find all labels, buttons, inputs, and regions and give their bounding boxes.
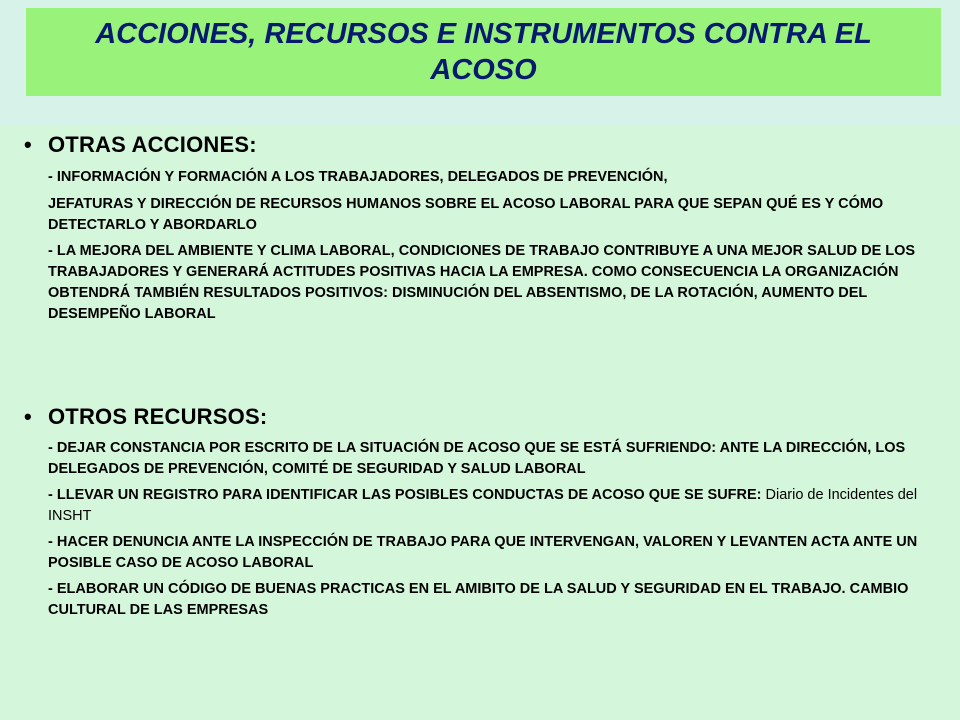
list-item	[48, 485, 924, 527]
list-item-continuation: JEFATURAS Y DIRECCIÓN DE RECURSOS HUMANOS SOBRE EL ACOSO LABORAL PARA QUE SEPAN QUÉ ES Y CÓMO DETECTARLO Y ABORDARLO	[48, 196, 884, 233]
section-heading-line	[24, 132, 924, 158]
section-heading-line	[24, 404, 924, 430]
section-heading: OTROS RECURSOS:	[48, 404, 268, 429]
list-item	[48, 160, 924, 236]
slide-title: ACCIONES, RECURSOS E INSTRUMENTOS CONTRA EL ACOSO	[95, 18, 872, 86]
section-heading: OTRAS ACCIONES:	[48, 132, 257, 157]
section-otros-recursos	[24, 404, 924, 621]
bullet-icon: •	[24, 132, 32, 157]
list-item: - LA MEJORA DEL AMBIENTE Y CLIMA LABORAL, CONDICIONES DE TRABAJO CONTRIBUYE A UNA MEJOR SALUD DE LOS TRABAJADORES Y GENERARÁ ACTITUDES POSITIVAS HACIA LA EMPRESA. COMO CONSECUENCIA LA ORGANIZACIÓN OBTENDRÁ TAMBIÉN RESULTADOS POSITIVOS: DISMINUCIÓN DEL ABSENTISMO, DE LA ROTACIÓN, AUMENTO DEL DESEMPEÑO LABORAL	[48, 243, 916, 322]
list-item-reference: Diario de Incidentes del INSHT	[48, 487, 918, 524]
list-item-text: - LLEVAR UN REGISTRO PARA IDENTIFICAR LAS POSIBLES CONDUCTAS DE ACOSO QUE SE SUFRE:	[48, 487, 766, 503]
list-item: - ELABORAR UN CÓDIGO DE BUENAS PRACTICAS EN EL AMIBITO DE LA SALUD Y SEGURIDAD EN EL TRABAJO. CAMBIO CULTURAL DE LAS EMPRESAS	[48, 581, 909, 618]
list-item: - HACER DENUNCIA ANTE LA INSPECCIÓN DE TRABAJO PARA QUE INTERVENGAN, VALOREN Y LEVANTEN ACTA ANTE UN POSIBLE CASO DE ACOSO LABORAL	[48, 534, 918, 571]
list-item: - DEJAR CONSTANCIA POR ESCRITO DE LA SITUACIÓN DE ACOSO QUE SE ESTÁ SUFRIENDO: ANTE LA DIRECCIÓN, LOS DELEGADOS DE PREVENCIÓN, COMITÉ DE SEGURIDAD Y SALUD LABORAL	[48, 440, 906, 477]
section-otras-acciones	[24, 132, 924, 325]
list-item-lead: - INFORMACIÓN Y FORMACIÓN A LOS TRABAJADORES, DELEGADOS DE PREVENCIÓN,	[48, 169, 668, 185]
title-box	[26, 8, 941, 96]
bullet-icon: •	[24, 404, 32, 429]
